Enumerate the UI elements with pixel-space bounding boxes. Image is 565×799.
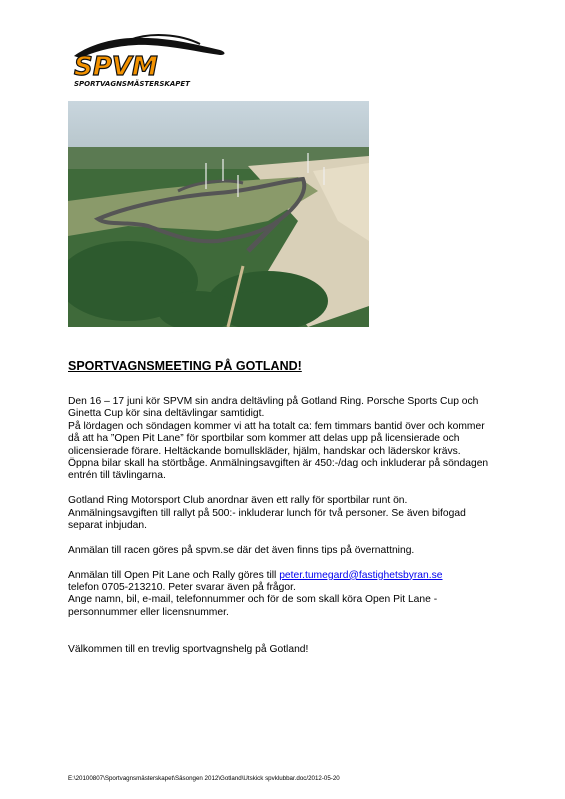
- paragraph-line: På lördagen och söndagen kommer vi att ha totalt ca: fem timmars bantid över och kommer: [68, 420, 485, 432]
- paragraph-line: [68, 570, 508, 582]
- paragraph-line: Anmälan till racen göres på spvm.se där det även finns tips på övernattning.: [68, 544, 415, 556]
- footer-file-path: E:\20100807\Sportvagnsmästerskapet\Säsongen 2012\Gotland\Utskick spvklubbar.doc/2012-05-20: [68, 775, 340, 782]
- paragraph-line: telefon 0705-213210. Peter svarar även på frågor.: [68, 582, 296, 594]
- paragraph-line: Öppna bilar skall ha störtbåge. Anmälningsavgiften är 450:-/dag och inkluderar på söndagen: [68, 458, 489, 470]
- logo-name: SPVM: [74, 52, 158, 82]
- paragraph-line: olicensierade förare. Heltäckande bomullskläder, hjälm, handskar och läderskor krävs.: [68, 445, 461, 457]
- page-title: SPORTVAGNSMEETING PÅ GOTLAND!: [68, 359, 302, 373]
- paragraph-line: separat inbjudan.: [68, 520, 148, 532]
- car-silhouette-logo-icon: [70, 30, 230, 90]
- paragraph-line: Gotland Ring Motorsport Club anordnar även ett rally för sportbilar runt ön.: [68, 495, 408, 507]
- paragraph-line: Den 16 – 17 juni kör SPVM sin andra deltävling på Gotland Ring. Porsche Sports Cup och: [68, 396, 479, 407]
- closing-line: Välkommen till en trevlig sportvagnshelg på Gotland!: [68, 644, 309, 656]
- email-link[interactable]: peter.tumegard@fastighetsbyran.se: [279, 569, 443, 581]
- contact-intro: Anmälan till Open Pit Lane och Rally göres till: [68, 569, 280, 581]
- paragraph-line: Ginetta Cup kör sina deltävlingar samtidigt.: [68, 408, 265, 420]
- body-text: [68, 396, 508, 656]
- spvm-logo: [70, 30, 230, 90]
- paragraph-line: Anmälningsavgiften till rallyt på 500:- inkluderar lunch för två personer. Se även bifogad: [68, 507, 466, 519]
- race-track-photo: [68, 101, 369, 327]
- paragraph-line: då att ha ”Open Pit Lane” för sportbilar som kommer att delas upp på licensierade och: [68, 433, 460, 445]
- paragraph-line: entrén till tävlingarna.: [68, 470, 166, 482]
- paragraph-line: Ange namn, bil, e-mail, telefonnummer och för de som skall köra Open Pit Lane -: [68, 594, 438, 606]
- paragraph-line: personnummer eller licensnummer.: [68, 606, 229, 618]
- logo-tagline: SPORTVAGNSMÄSTERSKAPET: [74, 80, 190, 88]
